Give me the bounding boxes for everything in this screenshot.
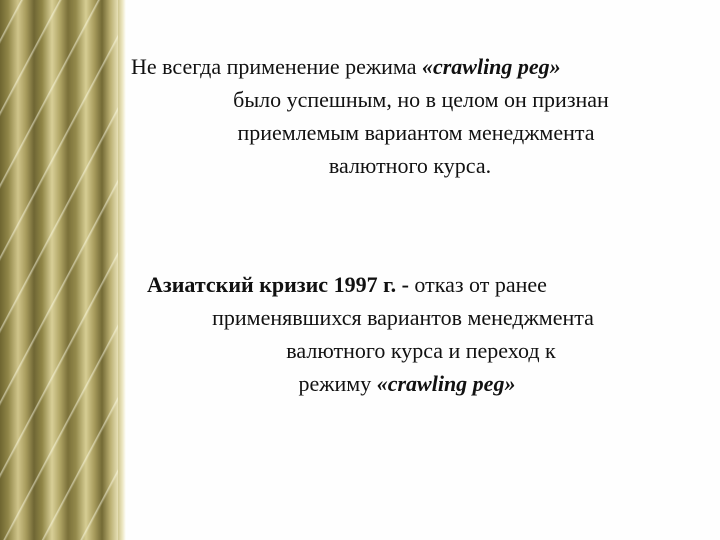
paragraph1-line4: валютного курса.: [328, 153, 492, 178]
paragraph2-line1: [125, 268, 695, 301]
crawling-peg-term-2: «crawling peg»: [376, 371, 516, 396]
paragraph-asian-crisis: [125, 268, 695, 400]
crawling-peg-term: «crawling peg»: [421, 54, 561, 79]
decorative-gold-pillar: [0, 0, 125, 540]
paragraph1-line1-prefix: Не всегда применение режима: [131, 54, 422, 79]
paragraph2-line2: применявшихся вариантов менеджмента: [212, 305, 594, 330]
paragraph1-line1: [125, 50, 695, 83]
paragraph2-line1-rest: отказ от ранее: [414, 272, 547, 297]
paragraph-crawling-peg-assessment: [125, 50, 695, 182]
asian-crisis-heading: Азиатский кризис 1997 г. -: [147, 272, 415, 297]
paragraph1-line3: приемлемым вариантом менеджмента: [237, 120, 595, 145]
paragraph1-line2: было успешным, но в целом он признан: [233, 87, 609, 112]
paragraph2-line4-prefix: режиму: [298, 371, 377, 396]
paragraph2-line4: [119, 367, 695, 400]
paragraph2-line3: валютного курса и переход к: [286, 338, 556, 363]
